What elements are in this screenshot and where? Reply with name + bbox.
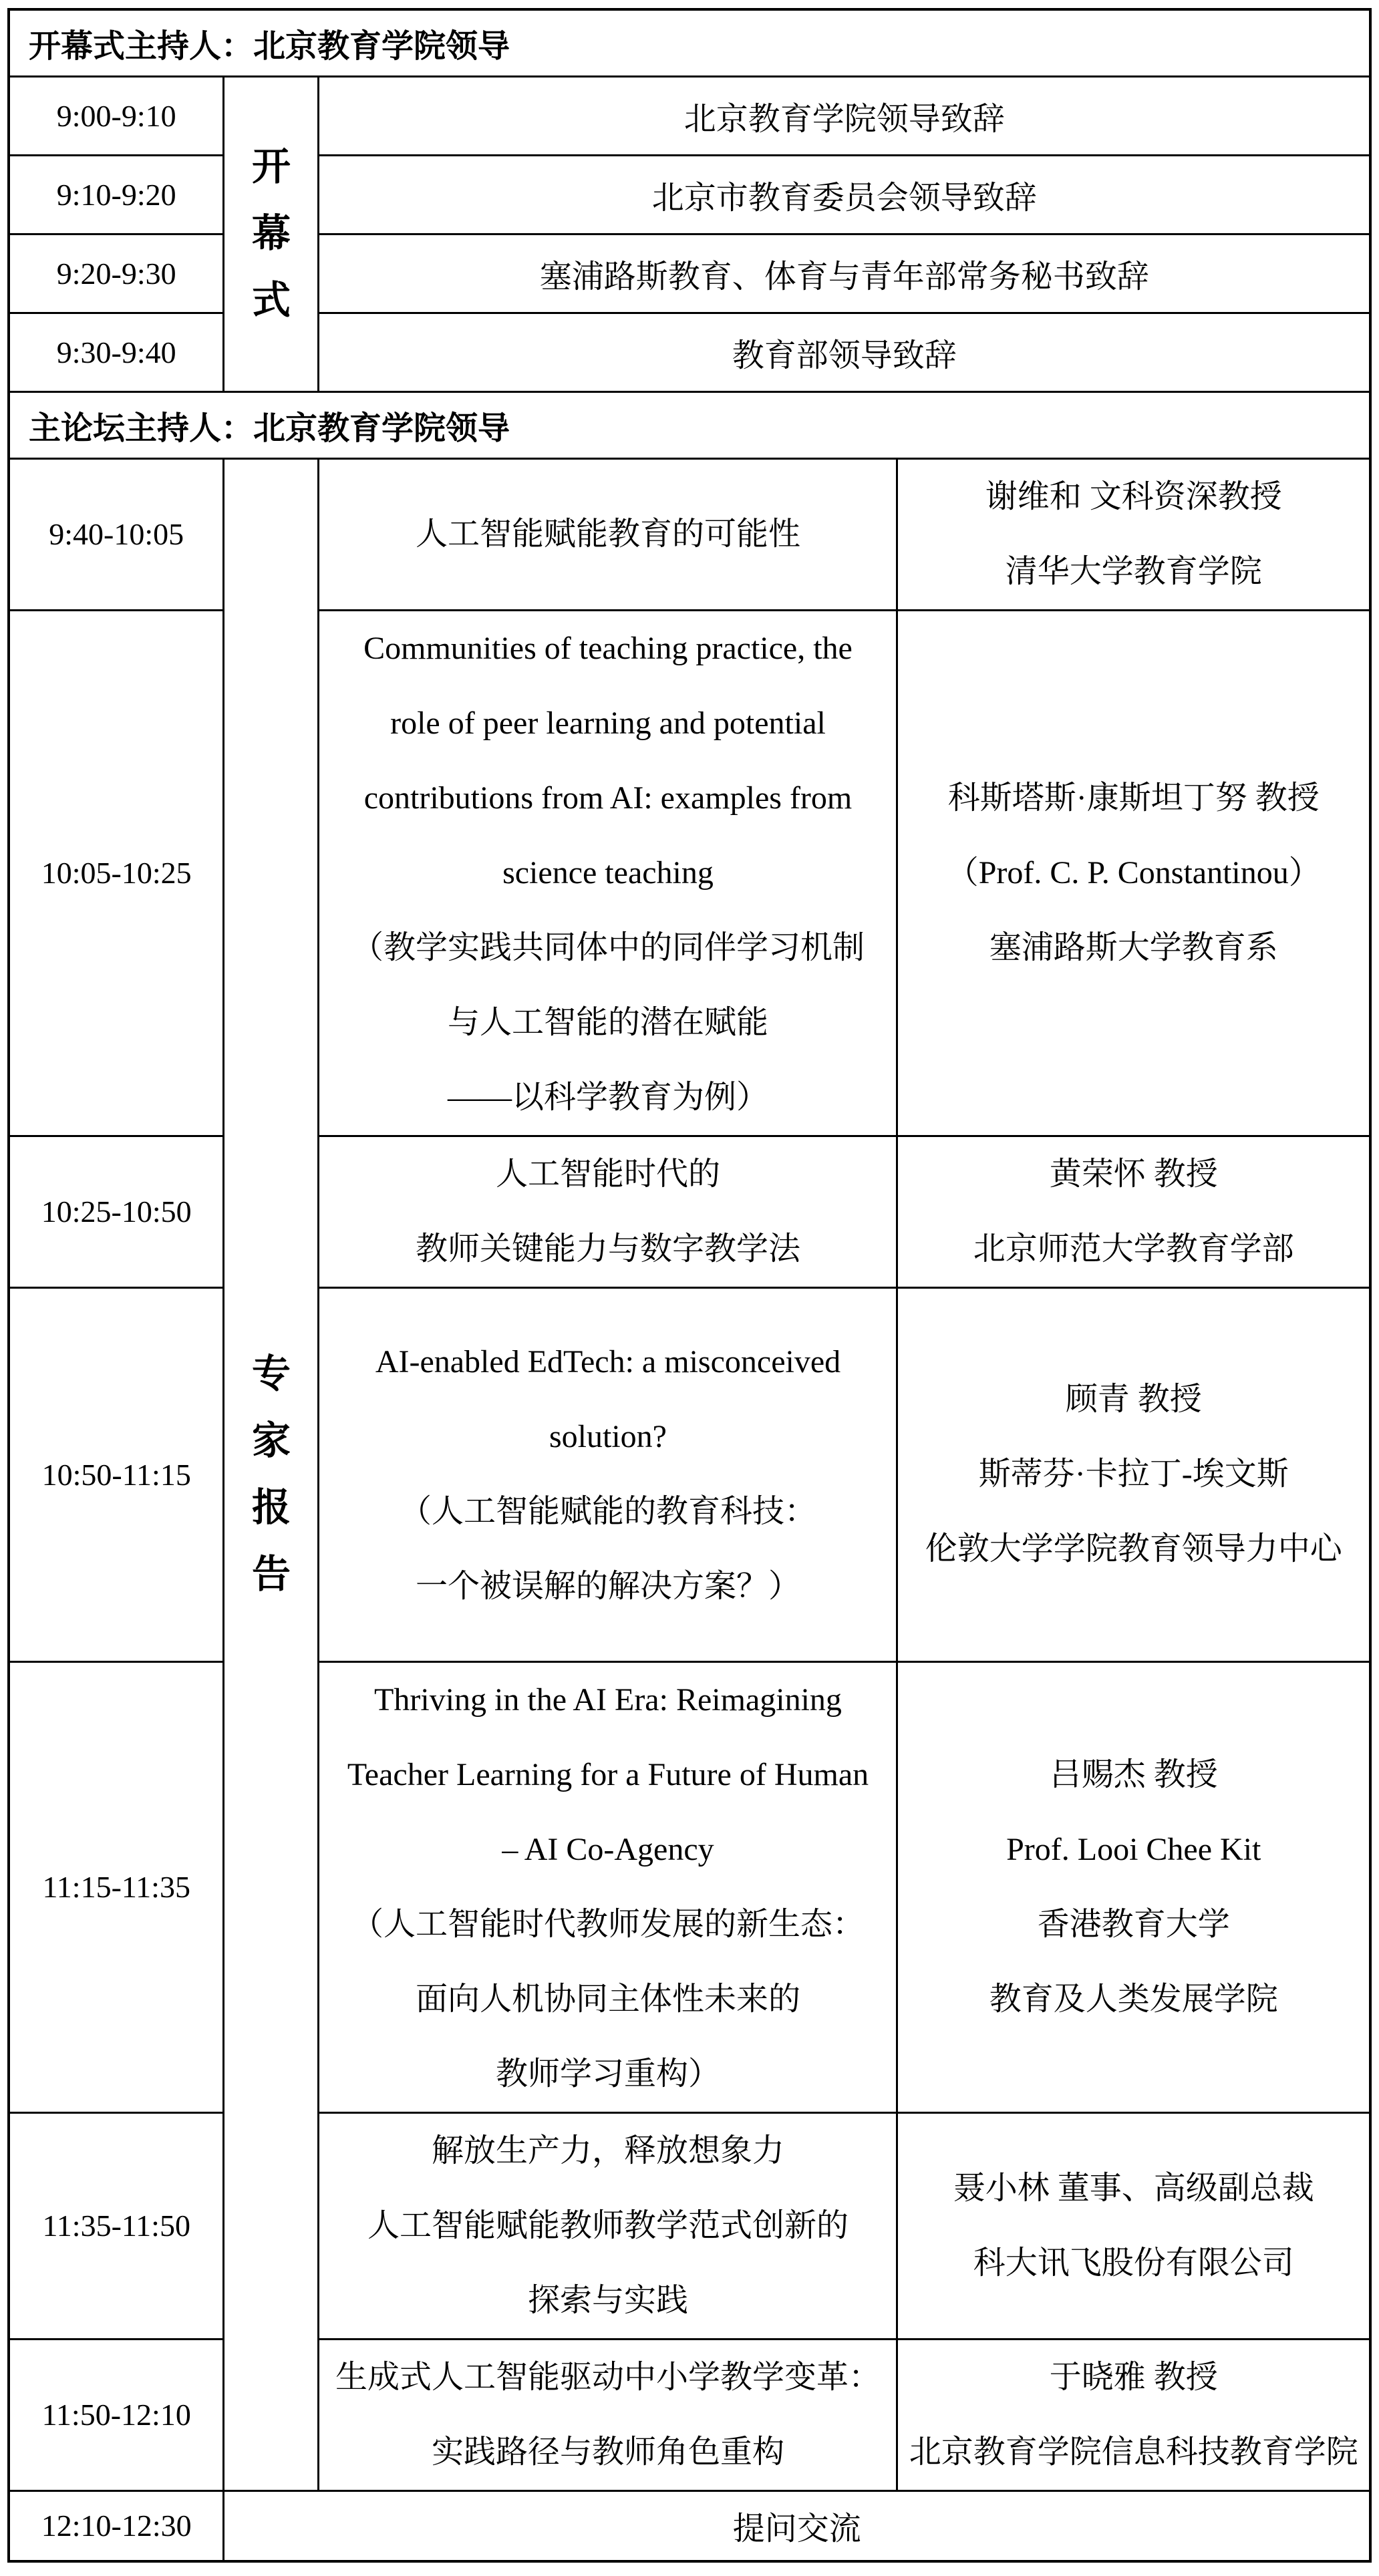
agenda-item: 北京市教育委员会领导致辞 xyxy=(319,155,1370,234)
agenda-item: 教育部领导致辞 xyxy=(319,313,1370,391)
talk-speaker xyxy=(897,1661,1370,2112)
table-row xyxy=(9,2112,1370,2339)
speaker-line: 斯蒂芬·卡拉丁-埃文斯 xyxy=(978,1456,1289,1492)
speaker-line: 科大讯飞股份有限公司 xyxy=(973,2245,1294,2281)
time-cell: 9:00-9:10 xyxy=(9,76,224,155)
talk-speaker xyxy=(897,2339,1370,2490)
vlabel-char: 家 xyxy=(251,1419,291,1462)
table-row xyxy=(9,2490,1370,2561)
table-row xyxy=(9,1661,1370,2112)
title-line: （教学实践共同体中的同伴学习机制 xyxy=(351,929,865,965)
title-line: 人工智能时代的 xyxy=(495,1156,720,1192)
table-row xyxy=(9,9,1370,76)
time-cell: 11:15-11:35 xyxy=(9,1661,224,2112)
title-line: 实践路径与教师角色重构 xyxy=(431,2434,784,2470)
speaker-line: 吕赐杰 教授 xyxy=(1049,1756,1218,1792)
title-line: solution? xyxy=(549,1419,667,1454)
opening-host-header: 开幕式主持人：北京教育学院领导 xyxy=(9,9,1370,76)
time-cell: 11:35-11:50 xyxy=(9,2112,224,2339)
schedule-table xyxy=(7,8,1372,2563)
title-line: 生成式人工智能驱动中小学教学变革： xyxy=(335,2359,881,2395)
speaker-line: 教育及人类发展学院 xyxy=(989,1981,1278,2017)
agenda-item: 塞浦路斯教育、体育与青年部常务秘书致辞 xyxy=(319,234,1370,313)
vlabel-char: 报 xyxy=(251,1486,291,1529)
expert-report-label xyxy=(224,458,319,2490)
table-row xyxy=(9,458,1370,610)
time-cell: 9:10-9:20 xyxy=(9,155,224,234)
speaker-line: 北京师范大学教育学部 xyxy=(973,1231,1294,1267)
title-line: role of peer learning and potential xyxy=(390,705,826,741)
time-cell: 9:40-10:05 xyxy=(9,458,224,610)
time-cell: 10:50-11:15 xyxy=(9,1287,224,1661)
talk-speaker xyxy=(897,610,1370,1136)
title-line: 与人工智能的潜在赋能 xyxy=(447,1004,768,1040)
talk-title xyxy=(319,2112,897,2339)
title-line: Communities of teaching practice, the xyxy=(363,630,853,666)
opening-ceremony-label xyxy=(224,76,319,391)
speaker-line: 香港教育大学 xyxy=(1037,1906,1230,1942)
speaker-line: 北京教育学院信息科技教育学院 xyxy=(909,2434,1358,2470)
title-line: – AI Co-Agency xyxy=(502,1831,714,1867)
vlabel-char: 告 xyxy=(251,1553,291,1596)
table-row xyxy=(9,391,1370,458)
table-row xyxy=(9,2339,1370,2490)
time-cell: 9:30-9:40 xyxy=(9,313,224,391)
table-row xyxy=(9,234,1370,313)
speaker-line: 伦敦大学学院教育领导力中心 xyxy=(925,1531,1342,1567)
title-line: 人工智能赋能教师教学范式创新的 xyxy=(367,2207,849,2243)
title-line: （人工智能时代教师发展的新生态： xyxy=(351,1906,865,1942)
vlabel-char: 开 xyxy=(251,145,291,188)
table-row xyxy=(9,610,1370,1136)
talk-title xyxy=(319,1136,897,1287)
talk-speaker xyxy=(897,1287,1370,1661)
talk-title xyxy=(319,2339,897,2490)
title-line: 人工智能赋能教育的可能性 xyxy=(415,516,800,552)
talk-speaker xyxy=(897,1136,1370,1287)
vlabel-char: 式 xyxy=(251,279,291,322)
time-cell: 9:20-9:30 xyxy=(9,234,224,313)
title-line: science teaching xyxy=(502,854,714,891)
title-line: 教师学习重构） xyxy=(495,2056,720,2092)
title-line: contributions from AI: examples from xyxy=(363,780,853,816)
time-cell: 12:10-12:30 xyxy=(9,2490,224,2561)
speaker-line: （Prof. C. P. Constantinou） xyxy=(946,854,1321,891)
time-cell: 10:25-10:50 xyxy=(9,1136,224,1287)
speaker-line: 聂小林 董事、高级副总裁 xyxy=(953,2170,1314,2206)
talk-title xyxy=(319,610,897,1136)
table-row xyxy=(9,155,1370,234)
speaker-line: 塞浦路斯大学教育系 xyxy=(989,929,1278,965)
talk-title xyxy=(319,458,897,610)
title-line: AI-enabled EdTech: a misconceived xyxy=(375,1344,841,1380)
title-line: 解放生产力，释放想象力 xyxy=(431,2132,784,2168)
qa-session: 提问交流 xyxy=(224,2490,1370,2561)
talk-title xyxy=(319,1661,897,2112)
table-row xyxy=(9,76,1370,155)
table-row xyxy=(9,313,1370,391)
speaker-line: 顾青 教授 xyxy=(1065,1382,1202,1417)
speaker-line: Prof. Looi Chee Kit xyxy=(1006,1831,1261,1867)
speaker-line: 黄荣怀 教授 xyxy=(1049,1156,1218,1192)
talk-speaker xyxy=(897,2112,1370,2339)
time-cell: 11:50-12:10 xyxy=(9,2339,224,2490)
title-line: Teacher Learning for a Future of Human xyxy=(347,1756,869,1792)
speaker-line: 谢维和 文科资深教授 xyxy=(985,478,1282,514)
agenda-item: 北京教育学院领导致辞 xyxy=(319,76,1370,155)
title-line: 教师关键能力与数字教学法 xyxy=(415,1231,800,1267)
speaker-line: 于晓雅 教授 xyxy=(1049,2359,1218,2395)
speaker-line: 科斯塔斯·康斯坦丁努 教授 xyxy=(947,780,1320,816)
vlabel-char: 专 xyxy=(251,1352,291,1396)
title-line: Thriving in the AI Era: Reimagining xyxy=(374,1681,842,1718)
title-line: 一个被误解的解决方案？） xyxy=(415,1569,800,1604)
forum-host-header: 主论坛主持人：北京教育学院领导 xyxy=(9,391,1370,458)
title-line: 面向人机协同主体性未来的 xyxy=(415,1981,800,2017)
title-line: 探索与实践 xyxy=(527,2282,688,2318)
talk-speaker xyxy=(897,458,1370,610)
title-line: （人工智能赋能的教育科技： xyxy=(399,1494,816,1529)
vlabel-char: 幕 xyxy=(251,212,291,255)
table-row xyxy=(9,1287,1370,1661)
title-line: ——以科学教育为例） xyxy=(447,1079,768,1115)
talk-title xyxy=(319,1287,897,1661)
time-cell: 10:05-10:25 xyxy=(9,610,224,1136)
speaker-line: 清华大学教育学院 xyxy=(1005,553,1262,589)
table-row xyxy=(9,1136,1370,1287)
